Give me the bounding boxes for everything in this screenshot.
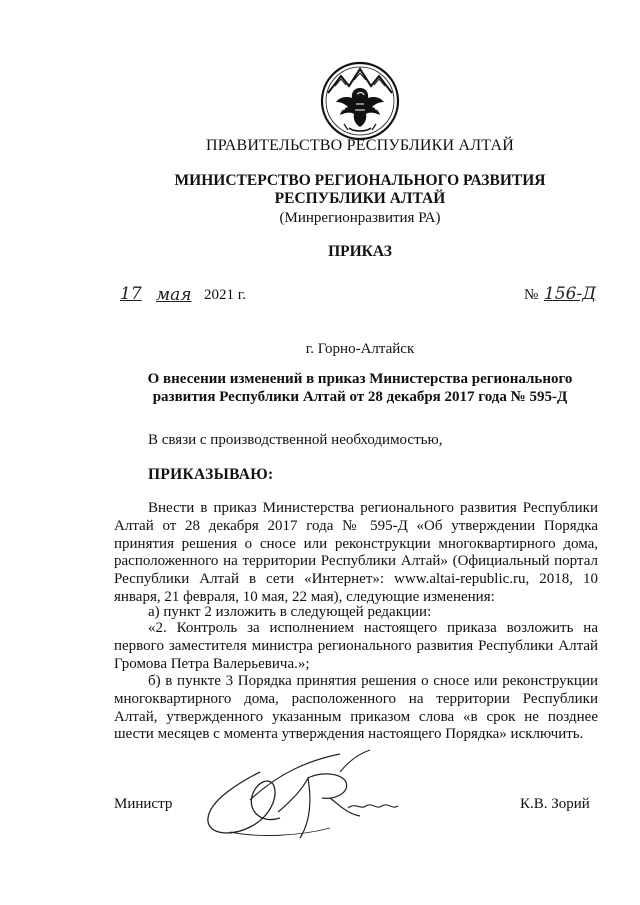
number-value-handwritten: 156-Д bbox=[544, 284, 597, 304]
order-title-line1: О внесении изменений в приказ Министерства регионального bbox=[147, 371, 573, 387]
paragraph-line: многоквартирного дома, расположенного на территории Республики bbox=[114, 690, 598, 707]
ministry-short-name: (Минрегионразвития РА) bbox=[279, 210, 441, 226]
paragraph-line: января, 21 февраля, 10 мая, 22 мая), следующие изменения: bbox=[114, 588, 495, 605]
paragraph-line: Внести в приказ Министерства регионального развития Республики bbox=[148, 500, 598, 516]
ministry-name-line1: МИНИСТЕРСТВО РЕГИОНАЛЬНОГО РАЗВИТИЯ bbox=[174, 172, 546, 189]
date-day-handwritten: 17 bbox=[120, 284, 142, 304]
paragraph-line: Алтай от 28 декабря 2017 года № 595-Д «Об утверждении Порядка bbox=[114, 517, 598, 534]
paragraph-line: б) в пункте 3 Порядка принятия решения о сносе или реконструкции bbox=[148, 673, 598, 689]
government-name: ПРАВИТЕЛЬСТВО РЕСПУБЛИКИ АЛТАЙ bbox=[206, 137, 514, 154]
paragraph-item-b bbox=[114, 673, 598, 744]
order-number bbox=[524, 282, 614, 308]
paragraph-line: Алтай, утвержденного указанным приказом слова «в срок не позднее bbox=[114, 708, 598, 725]
paragraph-line: принятия решения о сносе или реконструкции многоквартирного дома, bbox=[114, 535, 598, 552]
paragraph-line: шести месяцев с момента утверждения настоящего Порядка» исключить. bbox=[114, 726, 584, 743]
signer-name: К.В. Зорий bbox=[520, 796, 590, 812]
date-month-handwritten: мая bbox=[156, 285, 192, 305]
order-word: ПРИКАЗЫВАЮ: bbox=[148, 466, 274, 483]
minister-signature bbox=[190, 742, 430, 852]
paragraph-line: Республики Алтай в сети «Интернет»: www.altai-republic.ru, 2018, 10 bbox=[114, 571, 598, 588]
paragraph-item-a-text bbox=[114, 620, 598, 673]
paragraph-line: а) пункт 2 изложить в следующей редакции: bbox=[148, 604, 432, 620]
paragraph-line: расположенного на территории Республики Алтай» (Официальный портал bbox=[114, 553, 598, 570]
intro-text: В связи с производственной необходимостью, bbox=[148, 432, 443, 448]
signer-position: Министр bbox=[114, 796, 173, 812]
paragraph-line: первого заместителя министра регионального развития Республики Алтай bbox=[114, 637, 598, 654]
paragraph-line: «2. Контроль за исполнением настоящего приказа возложить на bbox=[148, 620, 598, 636]
city-name: г. Горно-Алтайск bbox=[305, 341, 415, 357]
altai-emblem-icon bbox=[319, 60, 401, 142]
paragraph-line: Громова Петра Валерьевича.»; bbox=[114, 655, 310, 672]
date-year: 2021 г. bbox=[204, 287, 246, 303]
order-date bbox=[112, 282, 252, 308]
number-sign: № bbox=[524, 287, 539, 303]
order-title-line2: развития Республики Алтай от 28 декабря 2017 года № 595-Д bbox=[152, 389, 568, 405]
paragraph-main bbox=[114, 500, 598, 607]
document-type-title: ПРИКАЗ bbox=[328, 243, 392, 260]
ministry-name-line2: РЕСПУБЛИКИ АЛТАЙ bbox=[274, 190, 446, 207]
